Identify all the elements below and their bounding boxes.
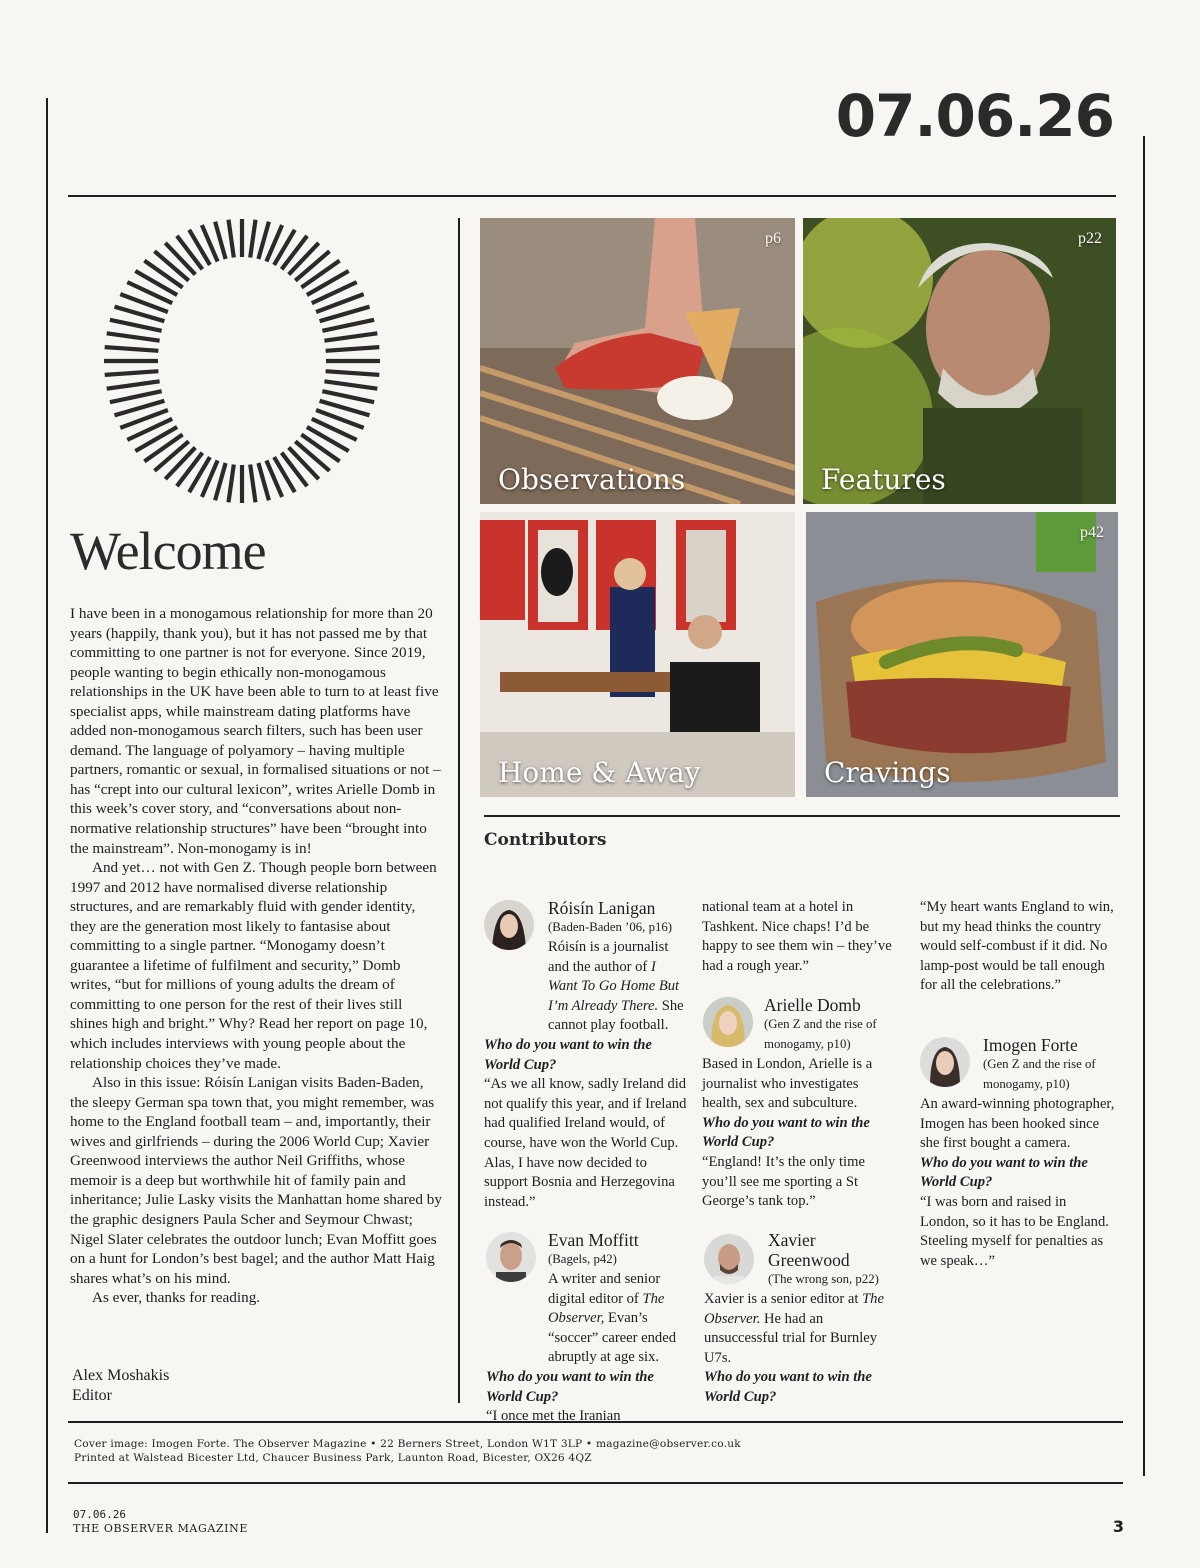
contributor-bio: Based in London, Arielle is a journalist who investigates health, sex and subculture. xyxy=(702,1056,873,1112)
logo-ray xyxy=(110,320,162,331)
logo-ray xyxy=(326,371,380,375)
logo-ray xyxy=(282,236,308,269)
contributor-evan-bio xyxy=(486,1270,690,1427)
contributors-rule xyxy=(484,815,1120,817)
logo-ray xyxy=(301,261,339,288)
tile-page-ref: p42 xyxy=(1080,524,1104,541)
logo-ray xyxy=(258,222,269,259)
contributor-imogen xyxy=(983,1035,1113,1094)
contributor-bio: Xavier is a senior editor at xyxy=(704,1291,859,1307)
contributor-answer: “My heart wants England to win, but my head thinks the country would self-combust if it did. No lamp-post would be tall enough for all the celebrations.” xyxy=(920,899,1114,994)
tile-label: Features xyxy=(821,463,946,496)
logo-ray xyxy=(165,448,195,480)
avatar-xavier xyxy=(704,1234,754,1284)
logo-ray xyxy=(177,453,203,487)
logo-ray xyxy=(326,347,380,351)
section-tile-home-away[interactable] xyxy=(480,512,795,797)
contributor-roisin xyxy=(548,898,688,938)
logo-ray xyxy=(301,435,339,462)
editorial-paragraph: And yet… not with Gen Z. Though people born between 1997 and 2012 have normalised diverse relationship structures, and are remarkably fluid with gender identity, they are the generation most likely to fantasise about committing to a single partner. “Monogamy doesn’t guarantee a lifetime of fulfilment and security,” Domb writes, “but for millions of young adults the dream of committing to one person for the rest of their lives still shines high and bright.” Why? Read her report on page 10, which includes interviews with young people about the relationship choices they’ve made. xyxy=(70,859,437,1072)
contributor-answer: “I was born and raised in London, so it has to be England. Steeling myself for penalties as we speak…” xyxy=(920,1193,1109,1269)
tile-label: Observations xyxy=(498,463,686,496)
logo-ray xyxy=(165,243,195,275)
contributor-question: Who do you want to win the World Cup? xyxy=(486,1368,654,1405)
sandwich-photo xyxy=(806,512,1118,797)
logo-ray xyxy=(155,441,189,470)
contributor-bio: A writer and senior digital editor of xyxy=(548,1271,661,1307)
logo-ray xyxy=(322,391,374,402)
interior-photo xyxy=(480,512,795,797)
contributor-name: Arielle Domb xyxy=(764,995,861,1015)
contributor-arielle xyxy=(764,995,904,1054)
tile-page-ref: p22 xyxy=(1078,230,1102,247)
logo-ray xyxy=(289,448,319,480)
editorial-paragraph: Also in this issue: Róisín Lanigan visits Baden-Baden, the sleepy German spa town that, you might remember, was home to the England football team – and, importantly, their wives and girlfriends – during the 2006 World Cup; Xavier Greenwood interviews the author Neil Griffiths, whose memoir is a deep but worthwhile hit of family pain and inheritance; Julie Lasky visits the Manhattan home shared by the graphic designers Paula Scher and Seymour Chwast; Nigel Slater celebrates the outdoor lunch; Evan Moffitt goes on a hunt for London’s best bagel; and the author Matt Haig shares what’s on his mind. xyxy=(70,1074,442,1287)
logo-ray xyxy=(250,220,255,258)
contributor-bio: An award-winning photographer, Imogen has been hooked since she first bought a camera. xyxy=(920,1096,1115,1152)
logo-ray xyxy=(135,427,177,451)
logo-ray xyxy=(307,427,349,451)
logo-ray xyxy=(250,465,255,503)
contributor-book: I Want To Go Home But I’m Already There. xyxy=(548,958,680,1014)
logo-ray xyxy=(135,271,177,295)
contributor-imogen-bio xyxy=(920,1095,1116,1271)
contributor-evan xyxy=(548,1230,688,1270)
logo-ray xyxy=(105,347,159,351)
logo-ray xyxy=(144,435,182,462)
column-divider xyxy=(458,218,460,1403)
contributor-question: Who do you want to win the World Cup? xyxy=(702,1114,870,1151)
contributor-arielle-bio xyxy=(702,1055,898,1212)
contributor-bio: He had an unsuccessful trial for Burnley U7s. xyxy=(704,1310,878,1366)
contributor-story: (Baden-Baden ’06, p16) xyxy=(548,920,673,934)
contributor-answer: “England! It’s the only time you’ll see me sporting a St George’s tank top.” xyxy=(702,1153,865,1210)
footer-credits xyxy=(74,1437,741,1465)
credits-line: Printed at Walstead Bicester Ltd, Chaucer Business Park, Launton Road, Bicester, OX26 4QZ xyxy=(74,1452,592,1464)
logo-ray xyxy=(105,371,159,375)
editor-name: Alex Moshakis xyxy=(72,1367,170,1384)
avatar-arielle xyxy=(703,997,753,1047)
contributor-question: Who do you want to win the World Cup? xyxy=(484,1036,652,1073)
contributor-name: Imogen Forte xyxy=(983,1035,1078,1055)
shoe-photo xyxy=(480,218,795,504)
logo-ray xyxy=(155,251,189,280)
folio-date: 07.06.26 xyxy=(73,1508,126,1521)
contributor-bio: Evan’s “soccer” career ended abruptly at age six. xyxy=(548,1310,676,1366)
observer-o-logo xyxy=(100,215,385,507)
editorial-letter xyxy=(70,604,442,1308)
contributor-answer: “I once met the Iranian xyxy=(486,1408,621,1425)
right-margin-rule xyxy=(1143,136,1145,1476)
contributor-story: (Bagels, p42) xyxy=(548,1252,617,1266)
contributor-question: Who do you want to win the World Cup? xyxy=(704,1369,872,1405)
editor-role: Editor xyxy=(72,1387,112,1404)
logo-ray xyxy=(322,320,374,331)
contributor-question: Who do you want to win the World Cup? xyxy=(920,1154,1088,1191)
editorial-paragraph: I have been in a monogamous relationship for more than 20 years (happily, thank you), but it has not passed me by that committing to one partner is not for everyone. Since 2019, people wanting to begin ethically non-monogamous relationships in the UK have been able to turn to at least five specialist apps, while mainstream dating platforms have added non-monogamous search filters, such has been user demand. The language of polyamory – having multiple partners, romantic or sexual, in formalised situations or not – has “crept into our cultural lexicon”, writes Arielle Domb in this week’s cover story, and “conversations about non-normative relationship structures” have been “brought into the mainstream”. Non-monogamy is in! xyxy=(70,605,441,857)
contributors-heading: Contributors xyxy=(484,830,607,850)
logo-ray xyxy=(282,453,308,487)
logo-ray xyxy=(144,261,182,288)
contributor-publication: The Observer, xyxy=(548,1290,665,1327)
tile-label: Home & Away xyxy=(498,756,701,789)
contributor-bio: She cannot play football. xyxy=(548,997,684,1034)
logo-ray xyxy=(107,333,160,340)
page-number: 3 xyxy=(1112,1517,1124,1536)
contributor-story: (Gen Z and the rise of monogamy, p10) xyxy=(764,1017,877,1051)
logo-ray xyxy=(258,463,269,500)
header-rule xyxy=(68,195,1116,197)
contributor-xavier xyxy=(768,1230,898,1290)
tile-page-ref: p6 xyxy=(765,230,781,247)
credits-line: Cover image: Imogen Forte. The Observer Magazine • 22 Berners Street, London W1T 3LP • magazine@observer.co.uk xyxy=(74,1438,741,1450)
avatar-imogen xyxy=(920,1037,970,1087)
contributor-name: Xavier Greenwood xyxy=(768,1230,850,1270)
logo-ray xyxy=(215,463,226,500)
section-tile-features[interactable] xyxy=(803,218,1116,504)
contributor-answer: “As we all know, sadly Ireland did not qualify this year, and if Ireland had qualified Ireland would, of course, have won the World Cup. Alas, I have now decided to support Bosnia and Herzegovina instead.” xyxy=(484,1076,687,1210)
contributor-name: Róisín Lanigan xyxy=(548,898,656,918)
contributor-publication: The Observer. xyxy=(704,1291,884,1327)
contributor-roisin-bio xyxy=(484,938,688,1212)
contributor-name: Evan Moffitt xyxy=(548,1230,639,1250)
contributor-answer: national team at a hotel in Tashkent. Nice chaps! I’d be happy to see them win – they’ve had a rough year.” xyxy=(702,899,892,974)
section-tile-observations[interactable] xyxy=(480,218,795,504)
welcome-heading: Welcome xyxy=(70,521,266,581)
section-tile-cravings[interactable] xyxy=(806,512,1118,797)
logo-ray xyxy=(295,251,329,280)
logo-ray xyxy=(307,271,349,295)
logo-ray xyxy=(324,333,377,340)
logo-ray xyxy=(107,381,160,388)
logo-ray xyxy=(295,441,329,470)
folio-title: THE OBSERVER MAGAZINE xyxy=(73,1522,248,1535)
contributor-bio: Róisín is a journalist and the author of xyxy=(548,939,669,975)
logo-ray xyxy=(229,465,234,503)
contributor-story: (The wrong son, p22) xyxy=(768,1272,879,1286)
portrait-photo xyxy=(803,218,1116,504)
logo-ray xyxy=(324,381,377,388)
footer-rule-bottom xyxy=(68,1482,1123,1484)
contributor-xavier-answer xyxy=(920,898,1116,996)
left-margin-rule xyxy=(46,98,48,1533)
editorial-paragraph: As ever, thanks for reading. xyxy=(92,1289,261,1307)
logo-ray xyxy=(110,391,162,402)
contributor-xavier-bio xyxy=(704,1290,900,1408)
issue-date: 07.06.26 xyxy=(835,82,1114,150)
logo-ray xyxy=(177,236,203,269)
logo-ray xyxy=(215,222,226,259)
contributor-story: (Gen Z and the rise of monogamy, p10) xyxy=(983,1057,1096,1091)
editor-signature xyxy=(72,1366,169,1406)
tile-label: Cravings xyxy=(824,756,951,789)
logo-ray xyxy=(289,243,319,275)
logo-ray xyxy=(229,220,234,258)
contributor-evan-continued xyxy=(702,898,898,976)
